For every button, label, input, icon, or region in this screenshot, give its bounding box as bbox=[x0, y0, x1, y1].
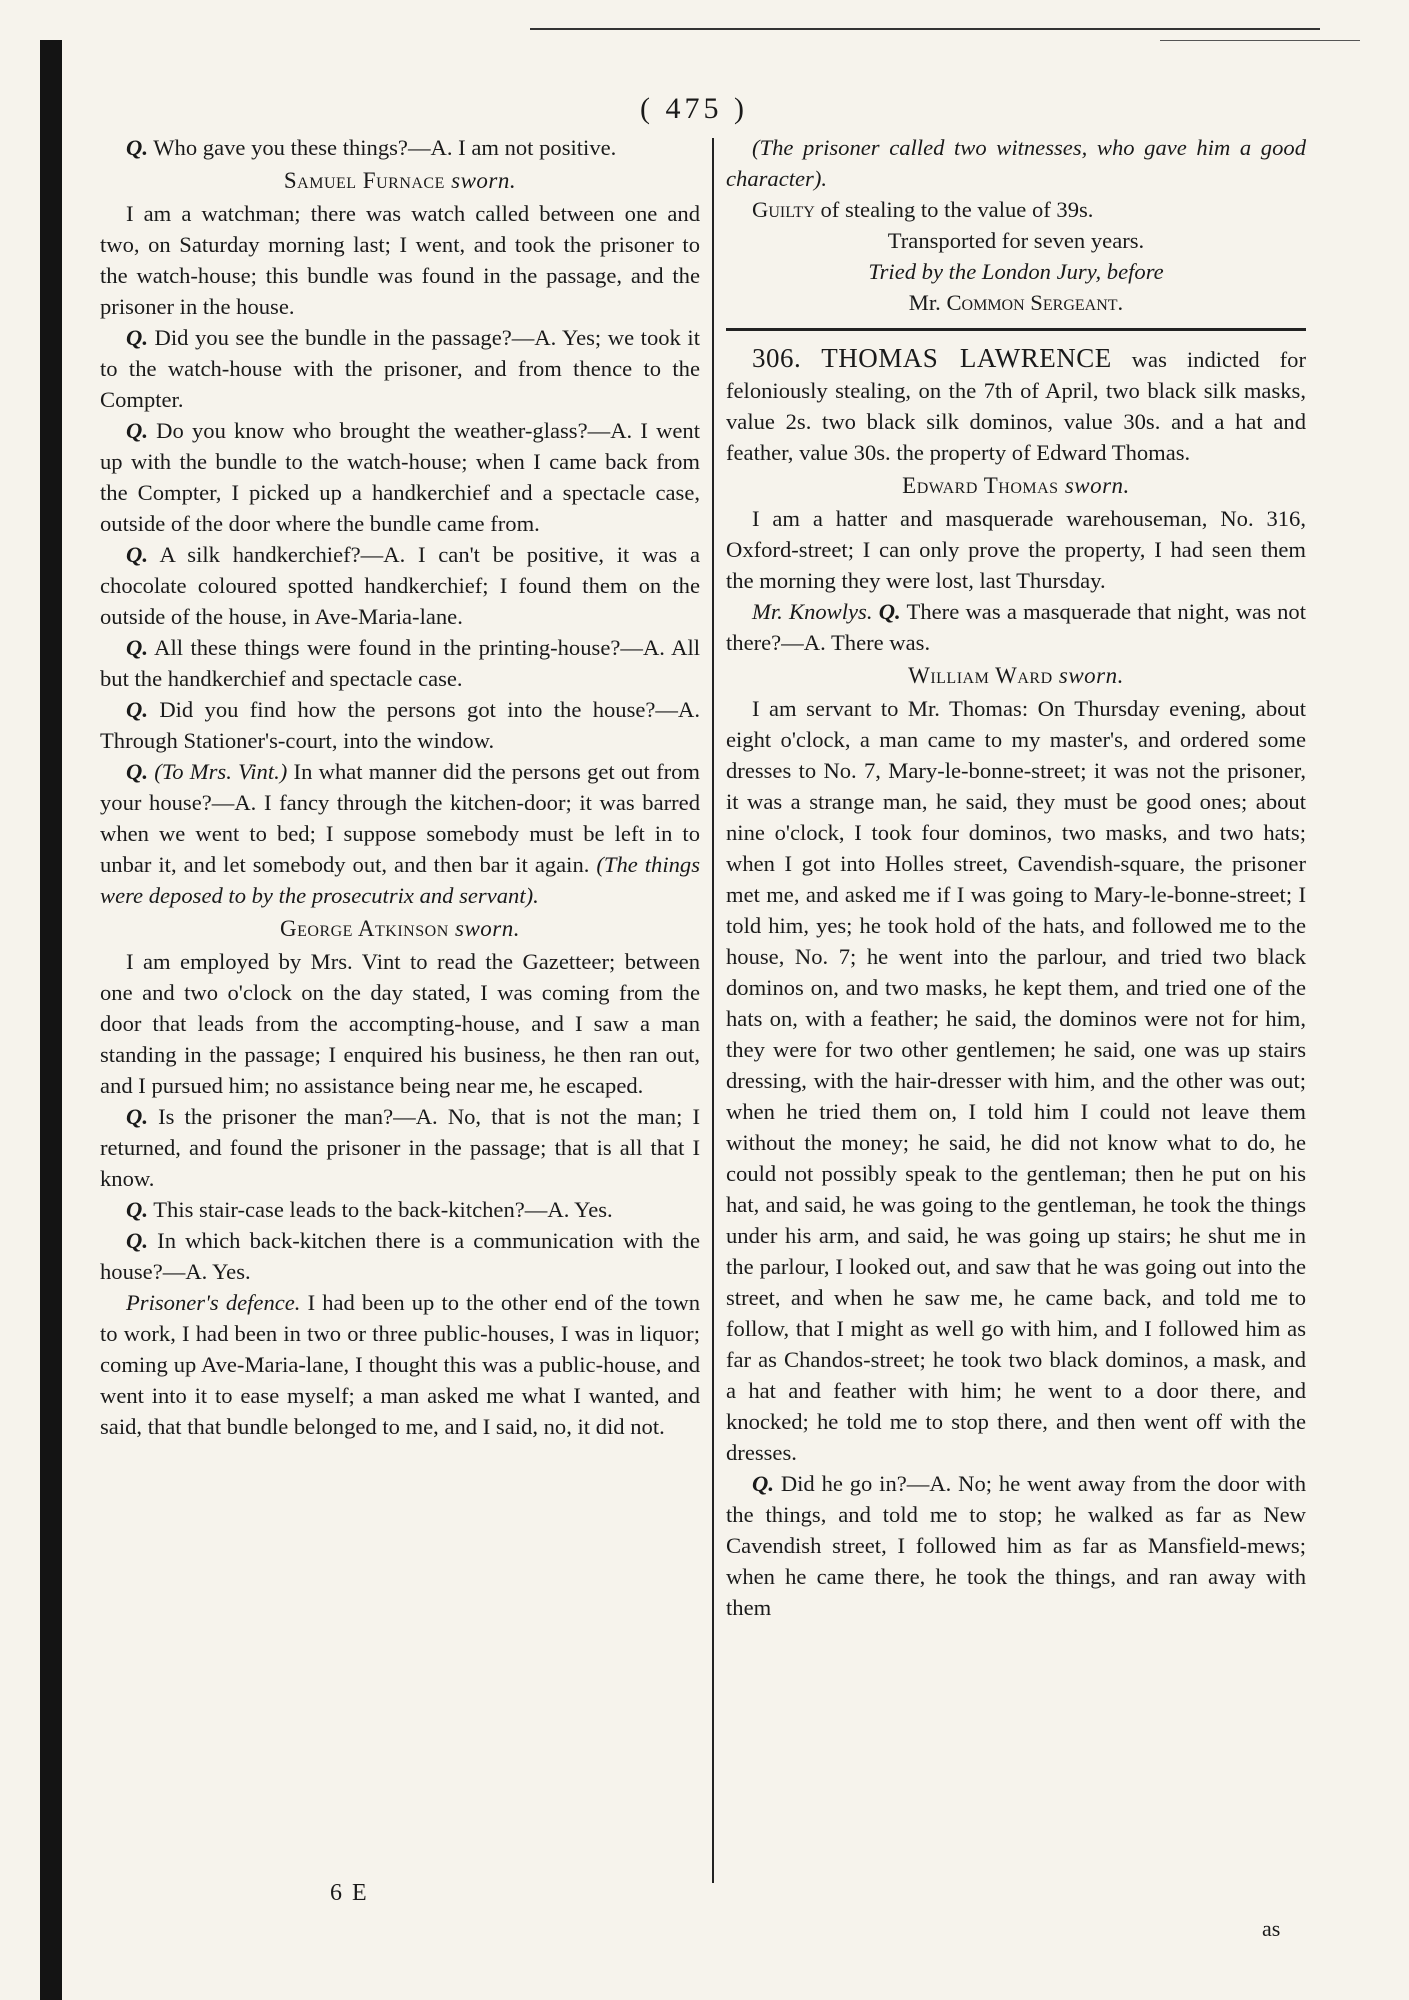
paragraph: I am a hatter and masquerade warehouseman, No. 316, Oxford-street; I can only prove the property, I had seen them the morning they were lost, last Thursday. bbox=[726, 506, 1306, 593]
page-number: ( 475 ) bbox=[640, 92, 748, 125]
paragraph: Q. Did he go in?—A. No; he went away from the door with the things, and told me to stop; he walked as far as New Cavendish street, I followed him as far as Mansfield-mews; when he came there, he took the things, and ran away with them bbox=[726, 1471, 1307, 1620]
header-rule bbox=[530, 28, 1320, 30]
binding-shadow bbox=[40, 40, 62, 2000]
court-note: Tried by the London Jury, before bbox=[868, 259, 1164, 284]
paragraph: Q. In which back-kitchen there is a communication with the house?—A. Yes. bbox=[100, 1228, 700, 1284]
paragraph: Q. (To Mrs. Vint.) In what manner did the persons get out from your house?—A. I fancy through the kitchen-door; it was barred when we went to bed; I suppose somebody must be left in to unbar it, and let somebody out, and then bar it again. (The things were deposed to by the prosecutrix and servant). bbox=[100, 759, 701, 908]
paragraph: Q. Who gave you these things?—A. I am not positive. bbox=[126, 135, 617, 160]
left-column bbox=[100, 132, 700, 1442]
paragraph: I am servant to Mr. Thomas: On Thursday evening, about eight o'clock, a man came to my master's, and ordered some dresses to No. 7, Mary-le-bonne-street; it was not the prisoner, it was a strange man, he said, they must be good ones; about nine o'clock, I took four dominos, two masks, and two hats; when I got into Holles street, Cavendish-square, the prisoner met me, and asked me if I was going to Mary-le-bonne-street; I told him, yes; he took hold of the hats, and followed me to the house, No. 7; he went into the parlour, and tried two black dominos on, and two masks, he kept them, and tried one of the hats on, with a feather; he said, the dominos were not for him, they were for two other gentlemen; he said, one was up stairs dressing, with the hair-dresser with him, and the other was out; when he tried them on, I told him I could not leave them without the money; he said, he did not know what to do, he could not possibly speak to the gentleman; then he put on his hat, and said, he was going to the gentleman, he took the things under his arm, and said, he was going up stairs; he shut me in the parlour, I looked out, and saw that he was going out into the street, and when he saw me, he came back, and told me to follow, that I might as well go with him, and I followed him as far as Chandos-street; he took two black dominos, a mask, and a hat and feather with him; he went to a door there, and knocked; he told me to stop there, and then went off with the dresses. bbox=[726, 696, 1306, 1465]
column-divider bbox=[712, 138, 714, 1883]
witness-heading: Samuel Furnace sworn. bbox=[283, 168, 517, 193]
case-heading: 306. THOMAS LAWRENCE was indicted for feloniously stealing, on the 7th of April, two black silk masks, value 2s. two black silk dominos, value 30s. and a hat and feather, value 30s. the property of Edward Thomas. bbox=[726, 343, 1306, 465]
paragraph: Q. Is the prisoner the man?—A. No, that is not the man; I returned, and found the prisoner in the passage; that is all that I know. bbox=[100, 1104, 700, 1191]
right-column bbox=[726, 132, 1306, 1623]
verdict: Guilty of stealing to the value of 39s. bbox=[752, 197, 1094, 222]
paragraph: (The prisoner called two witnesses, who gave him a good character). bbox=[726, 135, 1306, 191]
section-rule bbox=[726, 328, 1306, 331]
paragraph: Q. Do you know who brought the weather-glass?—A. I went up with the bundle to the watch-house; when I came back from the Compter, I picked up a handkerchief and a spectacle case, outside of the door where the bundle came from. bbox=[100, 418, 701, 536]
witness-heading: Edward Thomas sworn. bbox=[902, 473, 1130, 498]
paragraph: Q. All these things were found in the printing-house?—A. All but the handkerchief and spectacle case. bbox=[100, 635, 700, 691]
court-officer: Mr. Common Sergeant. bbox=[908, 290, 1124, 315]
header-rule-secondary bbox=[1160, 40, 1360, 41]
paragraph: Q. This stair-case leads to the back-kitchen?—A. Yes. bbox=[126, 1197, 613, 1222]
witness-heading: William Ward sworn. bbox=[908, 663, 1124, 688]
paragraph: I am a watchman; there was watch called between one and two, on Saturday morning last; I went, and took the prisoner to the watch-house; this bundle was found in the passage, and the prisoner in the house. bbox=[100, 201, 700, 319]
paragraph: Q. Did you find how the persons got into the house?—A. Through Stationer's-court, into the window. bbox=[100, 697, 700, 753]
paragraph: Q. A silk handkerchief?—A. I can't be positive, it was a chocolate coloured spotted handkerchief; I found them on the outside of the house, in Ave-Maria-lane. bbox=[100, 542, 700, 629]
catchword: as bbox=[1262, 1916, 1281, 1941]
paragraph: Q. Did you see the bundle in the passage?—A. Yes; we took it to the watch-house with the prisoner, and from thence to the Compter. bbox=[100, 325, 700, 412]
signature-mark: 6 E bbox=[330, 1880, 369, 1906]
witness-heading: George Atkinson sworn. bbox=[280, 916, 520, 941]
paragraph: Mr. Knowlys. Q. There was a masquerade that night, was not there?—A. There was. bbox=[726, 599, 1306, 655]
paragraph: I am employed by Mrs. Vint to read the Gazetteer; between one and two o'clock on the day stated, I was coming from the door that leads from the accompting-house, and I saw a man standing in the passage; I enquired his business, he then ran out, and I pursued him; no assistance being near me, he escaped. bbox=[100, 949, 700, 1098]
sentence: Transported for seven years. bbox=[887, 228, 1145, 253]
paragraph: Prisoner's defence. I had been up to the other end of the town to work, I had been in two or three public-houses, I was in liquor; coming up Ave-Maria-lane, I thought this was a public-house, and went into it to ease myself; a man asked me what I wanted, and said, that that bundle belonged to me, and I said, no, it did not. bbox=[100, 1290, 701, 1439]
